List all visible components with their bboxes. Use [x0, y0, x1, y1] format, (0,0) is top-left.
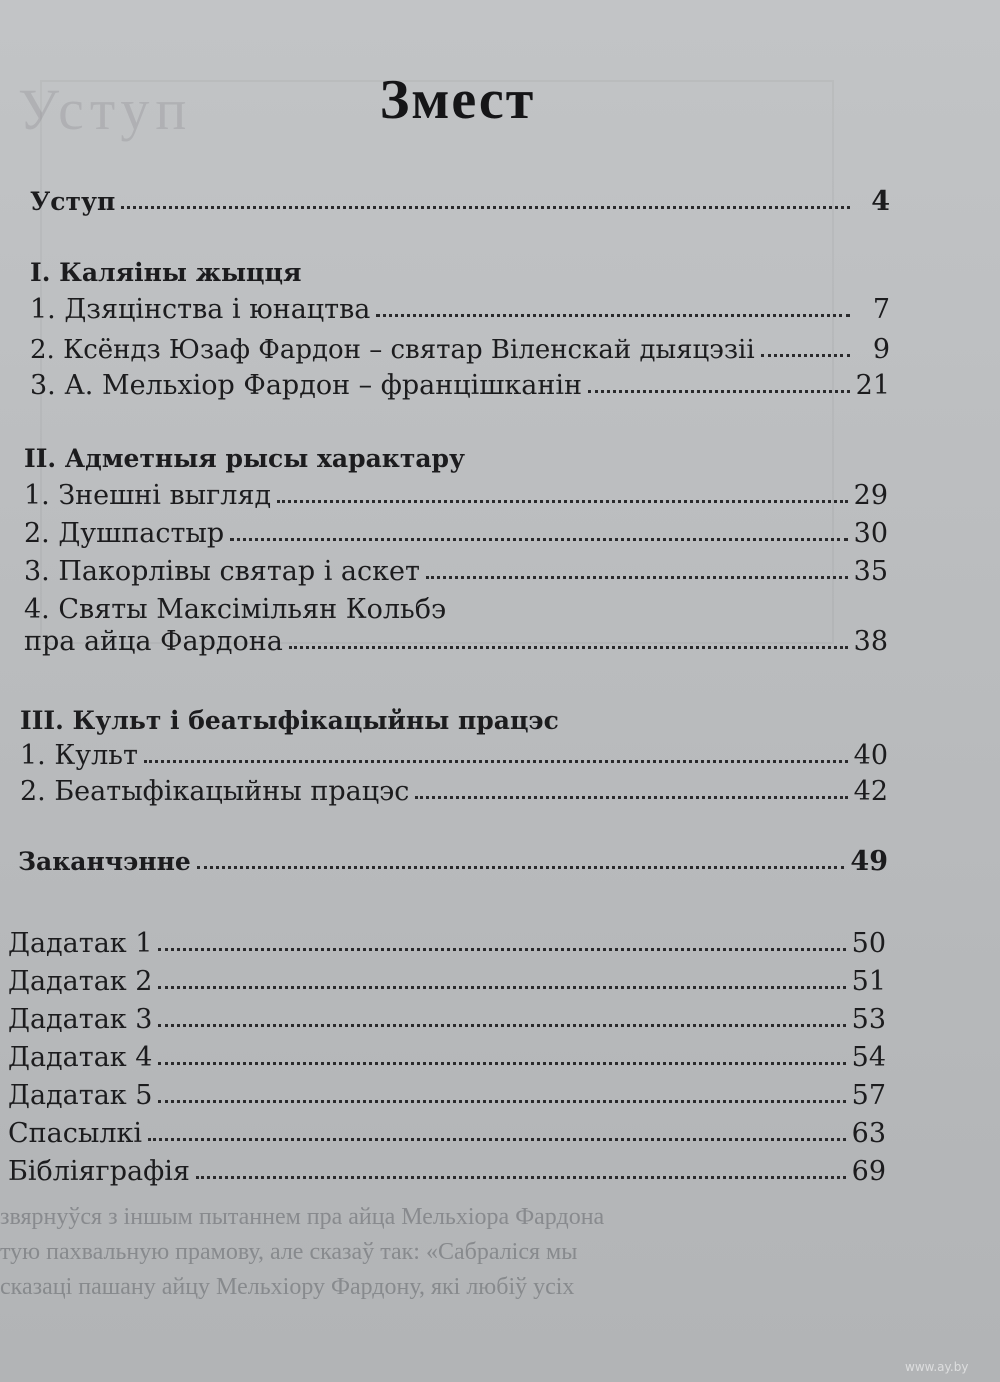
toc-entry-label: Дадатак 4	[8, 1042, 153, 1073]
dot-leader	[158, 944, 845, 951]
show-through-line: сказаці пашану айцу Мельхіору Фардону, які любіў усіх	[0, 1274, 575, 1300]
dot-leader	[230, 534, 847, 541]
show-through-line: звярнуўся з іншым пытаннем пра айца Мельхіора Фардона	[0, 1204, 605, 1230]
toc-entry-label: Дадатак 1	[8, 928, 153, 959]
toc-entry-label: 1. Знешні выгляд	[24, 480, 272, 511]
dot-leader	[158, 1020, 845, 1027]
toc-entry[interactable]	[20, 776, 888, 816]
toc-entry-intro[interactable]	[30, 186, 890, 226]
dot-leader	[289, 642, 848, 649]
show-through-text	[0, 1200, 1000, 1305]
watermark: www.ay.by	[905, 1360, 969, 1374]
toc-entry-label: 2. Беатыфікацыйны працэс	[20, 776, 410, 807]
dot-leader	[761, 350, 850, 357]
toc-entry-appendix[interactable]	[8, 1080, 886, 1120]
toc-entry-label: 1. Дзяцінства і юнацтва	[30, 294, 371, 325]
dot-leader	[158, 1058, 845, 1065]
dot-leader	[376, 310, 850, 317]
dot-leader	[196, 1172, 846, 1179]
dot-leader	[121, 202, 850, 209]
toc-page-number: 42	[853, 776, 888, 807]
toc-entry-label: Бібліяграфія	[8, 1156, 190, 1187]
toc-entry[interactable]	[30, 294, 890, 334]
toc-entry-label: пра айца Фардона	[24, 626, 283, 657]
toc-page-number: 54	[851, 1042, 886, 1073]
toc-page-number: 53	[851, 1004, 886, 1035]
toc-page-number: 49	[850, 846, 888, 877]
toc-entry-label: 1. Культ	[20, 740, 138, 771]
toc-page-number: 38	[853, 626, 888, 657]
toc-entry[interactable]	[24, 480, 888, 520]
toc-page-number: 4	[871, 186, 890, 217]
section-heading-1: I. Каляіны жыцця	[30, 258, 302, 287]
toc-entry-appendix[interactable]	[8, 1042, 886, 1082]
toc-page-number: 51	[851, 966, 886, 997]
toc-page-number: 9	[872, 334, 890, 365]
section-heading-3: III. Культ і беатыфікацыйны працэс	[20, 706, 559, 735]
dot-leader	[158, 982, 845, 989]
toc-entry-notes[interactable]	[8, 1118, 886, 1158]
toc-entry-appendix[interactable]	[8, 966, 886, 1006]
toc-entry-label: 3. А. Мельхіор Фардон – францішканін	[30, 370, 582, 401]
dot-leader	[588, 386, 850, 393]
toc-page-number: 29	[853, 480, 888, 511]
toc-page-number: 35	[853, 556, 888, 587]
toc-entry-label: Дадатак 2	[8, 966, 153, 997]
toc-entry-label: Заканчэнне	[18, 847, 191, 876]
toc-entry-label: Дадатак 3	[8, 1004, 153, 1035]
dot-leader	[426, 572, 848, 579]
toc-page-number: 63	[851, 1118, 886, 1149]
toc-entry[interactable]	[24, 518, 888, 558]
toc-entry-label: 2. Ксёндз Юзаф Фардон – святар Віленскай дыяцэзіі	[30, 335, 755, 365]
toc-entry[interactable]	[24, 556, 888, 596]
toc-entry-label: Уступ	[30, 187, 116, 216]
dot-leader	[415, 792, 847, 799]
toc-entry-appendix[interactable]	[8, 1004, 886, 1044]
dot-leader	[158, 1096, 845, 1103]
toc-entry-appendix[interactable]	[8, 928, 886, 968]
dot-leader	[277, 496, 848, 503]
dot-leader	[197, 862, 845, 869]
dot-leader	[144, 756, 848, 763]
toc-page-number: 30	[853, 518, 888, 549]
toc-entry-label: Спасылкі	[8, 1118, 143, 1149]
toc-page-number: 21	[855, 370, 890, 401]
toc-entry[interactable]	[30, 370, 890, 410]
show-through-line: тую пахвальную прамову, але сказаў так: «Сабраліся мы	[0, 1239, 578, 1265]
toc-page-number: 69	[851, 1156, 886, 1187]
toc-entry-label-line1: 4. Святы Максімільян Кольбэ	[24, 594, 447, 625]
toc-entry-label: 2. Душпастыр	[24, 518, 225, 549]
toc-entry-label: 3. Пакорлівы святар і аскет	[24, 556, 420, 587]
toc-page-number: 40	[853, 740, 888, 771]
toc-entry[interactable]	[24, 626, 888, 666]
toc-entry-bibliography[interactable]	[8, 1156, 886, 1196]
toc-page-number: 57	[851, 1080, 886, 1111]
toc-entry[interactable]	[30, 334, 890, 374]
toc-entry-conclusion[interactable]	[18, 846, 888, 886]
show-through-title: Уступ	[18, 77, 193, 142]
toc-entry-label: Дадатак 5	[8, 1080, 153, 1111]
dot-leader	[148, 1134, 846, 1141]
page-title: Змест	[379, 69, 536, 131]
section-heading-2: II. Адметныя рысы характару	[24, 444, 466, 473]
toc-entry[interactable]	[20, 740, 888, 780]
toc-page-number: 7	[872, 294, 890, 325]
toc-page-number: 50	[851, 928, 886, 959]
